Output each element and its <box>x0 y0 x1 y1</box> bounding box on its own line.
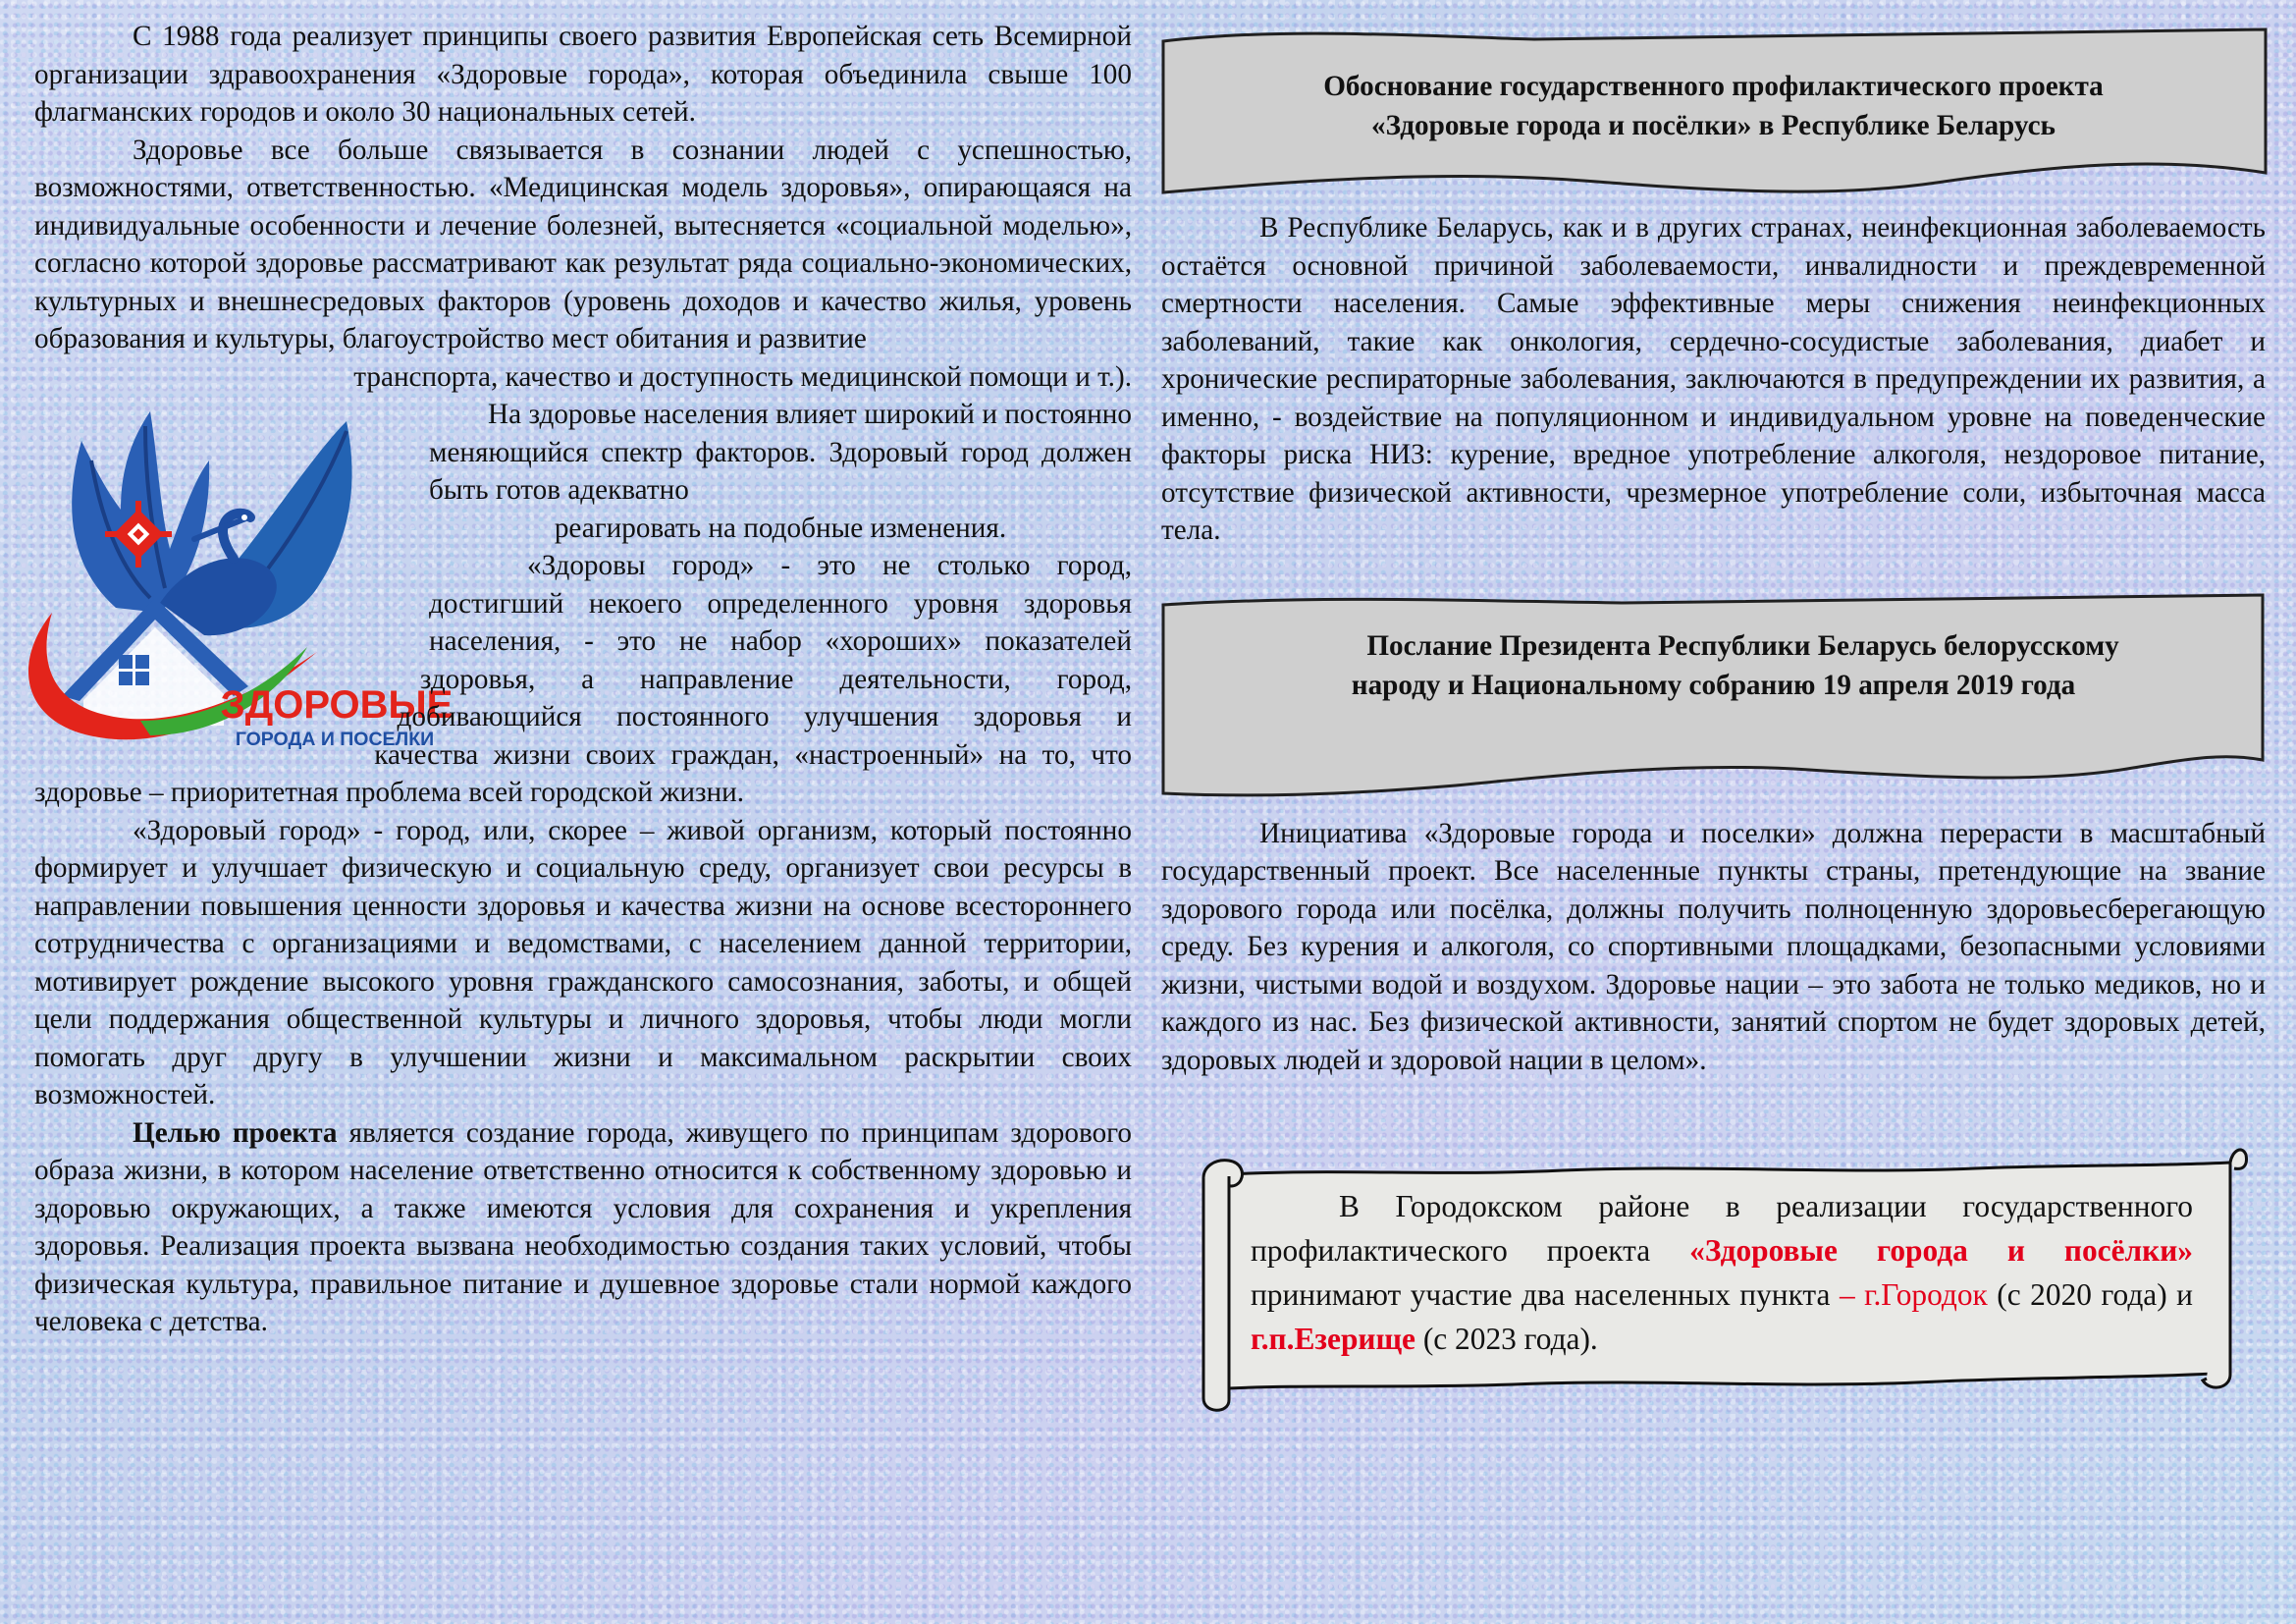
paragraph-healthy-city-definition: «Здоровы город» - это не столько город, достигший некоего определенного уровня здоровья населения, - это не набор «хороших» показателей здоровья, а направление деятельности, город, добивающийся постоянного улучшения здоровья и качества жизни своих граждан, «настроенный» на то, что здоровье – приоритетная проблема всей городской жизни. <box>34 550 1132 808</box>
left-column <box>34 18 1132 1341</box>
goal-label: Целью проекта <box>133 1116 338 1149</box>
paragraph-president-quote: Инициатива «Здоровые города и поселки» должна перерасти в масштабный государственный проект. Все населенные пункты страны, претендующие на звание здорового города или посёлка, должны получить полноценную здоровьесберегающую среду. Без курения и алкоголя, со спортивными площадками, безопасными условиями жизни, чистыми водой и воздухом. Здоровье нации – это забота не только медиков, но и каждого из нас. Без физической активности, занятий спортом не будет здоровых детей, здоровых людей и здоровой нации в целом». <box>1161 817 2266 1076</box>
paragraph-ncd: В Республике Беларусь, как и в других странах, неинфекционная заболеваемость остаётся основной причиной заболеваемости, инвалидности и преждевременной смертности населения. Самые эффективные меры снижения неинфекционных заболеваний, такие как онкология, сердечно-сосудистые заболевания, диабет и хронические респираторные заболевания, заключаются в предупреждении их развития, а именно, - воздействие на популяционном и индивидуальном уровне на поведенческие факторы риска НИЗ: курение, вредное употребление алкоголя, нездоровое питание, отсутствие физической активности, чрезмерное употребление соли, избыточная масса тела. <box>1161 212 2266 546</box>
scroll-part7: (с 2023 года). <box>1415 1322 1598 1356</box>
paragraph-factors: На здоровье населения влияет широкий и постоянно меняющийся спектр факторов. Здоровый город должен быть готов адекватно <box>429 399 1132 506</box>
banner-justification <box>1161 18 2266 209</box>
scroll-text <box>1251 1184 2193 1361</box>
scroll-ezerishche: г.п.Езерище <box>1251 1322 1415 1356</box>
banner-president-line2: народу и Национальному собранию 19 апреля 2019 года <box>1351 669 2076 701</box>
paragraph-project-goal <box>34 1114 1132 1341</box>
scroll-part1: В Городокском районе в реализации государственного профилактического проекта <box>1251 1189 2193 1268</box>
paragraph-living-organism: «Здоровый город» - город, или, скорее – живой организм, который постоянно формирует и улучшает физическую и социальную среду, организует свои ресурсы в направлении повышения ценности здоровья и качества жизни на основе всестороннего сотрудничества с организациями и ведомствами, с населением данной территории, мотивирует рождение высокого уровня гражданского самосознания, заботы, и общей цели поддержания общественной культуры и личного здоровья, чтобы люди могли помогать друг другу в улучшении жизни и максимальном раскрытии своих возможностей. <box>34 814 1132 1110</box>
scroll-gorodok: – г.Городок <box>1839 1277 1988 1312</box>
goal-text: является создание города, живущего по принципам здорового образа жизни, в котором население ответственно относится к собственному здоровью и здоровью окружающих, а также имеются условия для сохранения и укрепления здоровья. Реализация проекта вызвана необходимостью создания таких условий, чтобы физическая культура, правильное питание и душевное здоровье стали нормой каждого человека с детства. <box>34 1116 1132 1337</box>
logo-subtitle: ГОРОДА И ПОСЕЛКИ <box>235 729 435 750</box>
paragraph-intro: С 1988 года реализует принципы своего развития Европейская сеть Всемирной организации здравоохранения «Здоровые города», которая объединила свыше 100 флагманских городов и около 30 национальных сетей. <box>34 21 1132 128</box>
scroll-part5: (с 2020 года) и <box>1987 1277 2193 1312</box>
paragraph-social-model-end: транспорта, качество и доступность медицинской помощи и т.). <box>353 360 1132 393</box>
banner-justification-line2: «Здоровые города и посёлки» в Республике Беларусь <box>1371 110 2056 141</box>
scroll-project-name: «Здоровые города и посёлки» <box>1689 1233 2193 1268</box>
right-column <box>1161 18 2266 1079</box>
paragraph-factors-end: реагировать на подобные изменения. <box>554 512 1007 544</box>
participation-scroll <box>1190 1137 2248 1420</box>
scroll-part3: принимают участие два населенных пункта <box>1251 1277 1840 1312</box>
healthy-cities-logo <box>23 402 454 763</box>
banner-president-line1: Послание Президента Республики Беларусь белорусскому <box>1366 629 2119 662</box>
paragraph-social-model: Здоровье все больше связывается в сознании людей с успешностью, возможностями, ответственностью. «Медицинская модель здоровья», опирающаяся на индивидуальные особенности и лечение болезней, вытесняется «социальной моделью», согласно которой здоровье рассматривают как результат ряда социально-экономических, культурных и внешнесредовых факторов (уровень доходов и качество жилья, уровень образования и культуры, благоустройство мест обитания и развитие <box>34 134 1132 354</box>
logo-title: ЗДОРОВЫЕ <box>220 683 454 727</box>
banner-justification-line1: Обоснование государственного профилактического проекта <box>1323 71 2104 102</box>
banner-president-address <box>1161 593 2266 809</box>
